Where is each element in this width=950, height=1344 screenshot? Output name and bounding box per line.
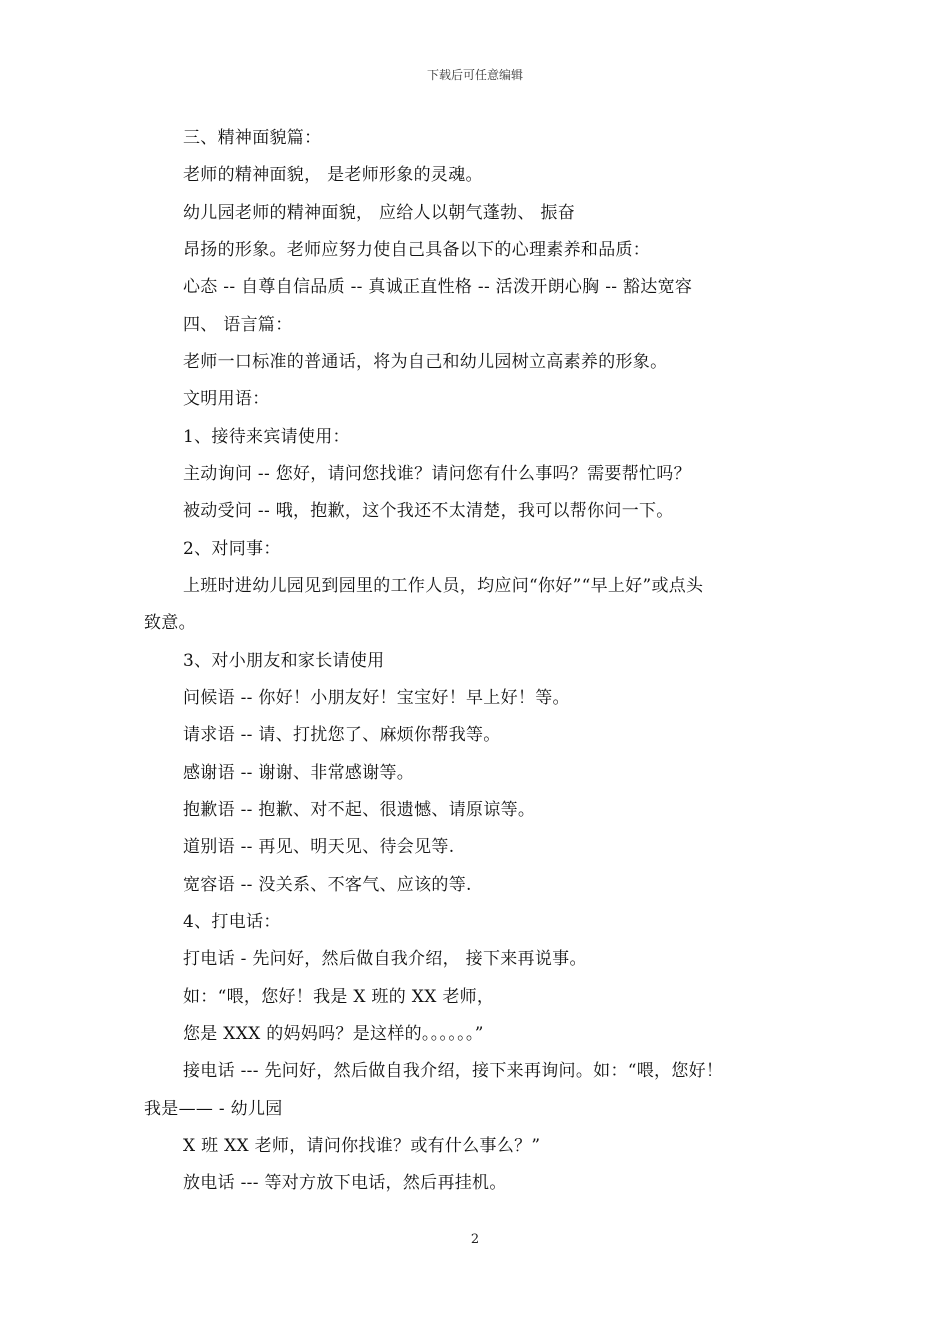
paragraph-line: 幼儿园老师的精神面貌， 应给人以朝气蓬勃、 振奋 xyxy=(183,203,576,223)
paragraph-line: 抱歉语 -- 抱歉、对不起、很遗憾、请原谅等。 xyxy=(183,800,536,820)
paragraph-line: 我是—— - 幼儿园 xyxy=(144,1099,283,1119)
paragraph-line: X 班 XX 老师，请问你找谁？或有什么事么？” xyxy=(183,1136,541,1156)
paragraph-line: 老师一口标准的普通话，将为自己和幼儿园树立高素养的形象。 xyxy=(183,352,668,372)
page-header: 下载后可任意编辑 xyxy=(426,68,523,82)
paragraph-line: 老师的精神面貌， 是老师形象的灵魂。 xyxy=(183,165,483,185)
subheading: 1、接待来宾请使用： xyxy=(183,427,350,447)
paragraph-line: 被动受问 -- 哦，抱歉，这个我还不太清楚，我可以帮你问一下。 xyxy=(183,501,674,521)
paragraph-line: 主动询问 -- 您好，请问您找谁？请问您有什么事吗？需要帮忙吗？ xyxy=(183,464,691,484)
subheading: 3、对小朋友和家长请使用 xyxy=(183,651,385,671)
paragraph-line: 致意。 xyxy=(144,613,196,633)
page-number: 2 xyxy=(470,1232,480,1247)
subheading: 文明用语： xyxy=(183,389,270,409)
paragraph-line: 宽容语 -- 没关系、不客气、应该的等. xyxy=(183,875,472,895)
paragraph-line: 昂扬的形象。老师应努力使自己具备以下的心理素养和品质： xyxy=(183,240,651,260)
paragraph-line: 道别语 -- 再见、明天见、待会见等. xyxy=(183,837,455,857)
paragraph-line: 上班时进幼儿园见到园里的工作人员，均应问“你好”“早上好”或点头 xyxy=(183,576,704,596)
paragraph-line: 心态 -- 自尊自信品质 -- 真诚正直性格 -- 活泼开朗心胸 -- 豁达宽容 xyxy=(183,277,693,297)
paragraph-line: 接电话 --- 先问好，然后做自我介绍，接下来再询问。如：“喂，您好！ xyxy=(183,1061,724,1081)
paragraph-line: 问候语 -- 你好！小朋友好！宝宝好！早上好！等。 xyxy=(183,688,570,708)
paragraph-line: 请求语 -- 请、打扰您了、麻烦你帮我等。 xyxy=(183,725,501,745)
paragraph-line: 放电话 --- 等对方放下电话，然后再挂机。 xyxy=(183,1173,507,1193)
paragraph-line: 您是 XXX 的妈妈吗？是这样的。。。。。。” xyxy=(183,1024,484,1044)
subheading: 4、打电话： xyxy=(183,912,281,932)
subheading: 2、对同事： xyxy=(183,539,281,559)
section-heading: 四、 语言篇： xyxy=(183,315,293,335)
paragraph-line: 打电话 - 先问好，然后做自我介绍， 接下来再说事。 xyxy=(183,949,587,969)
paragraph-line: 如：“喂，您好！我是 X 班的 XX 老师， xyxy=(183,987,495,1007)
section-heading: 三、精神面貌篇： xyxy=(183,128,322,148)
paragraph-line: 感谢语 -- 谢谢、非常感谢等。 xyxy=(183,763,415,783)
